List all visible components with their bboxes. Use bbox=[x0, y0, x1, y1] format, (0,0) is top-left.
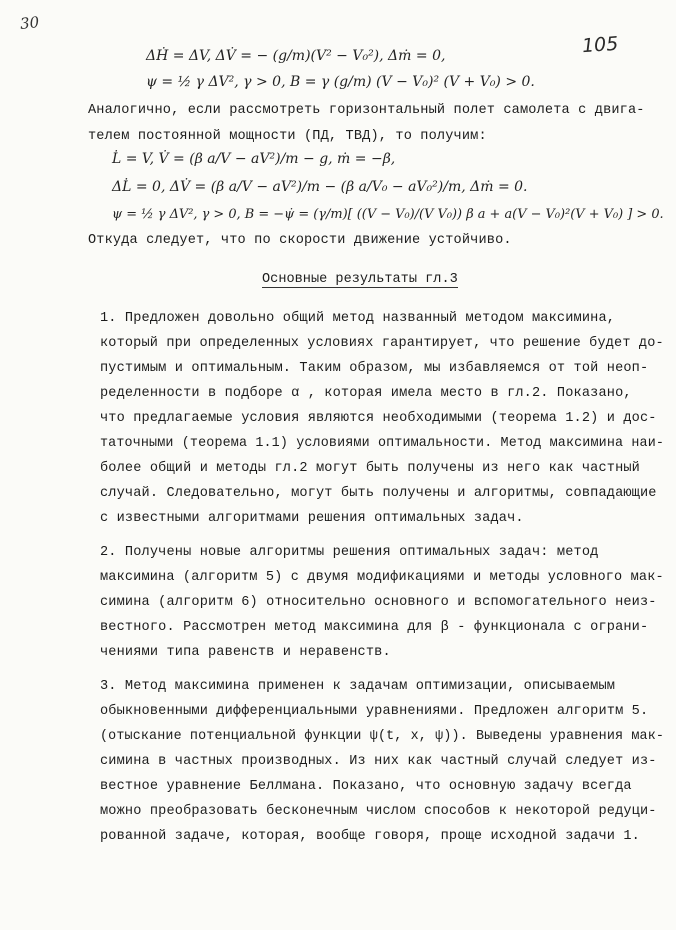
paragraph-line: 1. Предложен довольно общий метод названный методом максимина, bbox=[100, 311, 616, 326]
paragraph-line: симина в частных производных. Из них как частный случай следует из- bbox=[100, 754, 657, 769]
paragraph-line: обыкновенными дифференциальными уравнениями. Предложен алгоритм 5. bbox=[100, 704, 649, 719]
paragraph-line: пустимым и оптимальным. Таким образом, мы избавляемся от той неоп- bbox=[100, 361, 649, 376]
formula-line-1: ΔḢ = ΔV, ΔV̇ = − (g/m)(V² − V₀²), Δṁ = 0, bbox=[146, 48, 446, 64]
page-number-handwritten: 30 bbox=[19, 13, 40, 33]
paragraph-line: более общий и методы гл.2 могут быть получены из него как частный bbox=[100, 461, 640, 476]
formula-line-2: ψ = ½ γ ΔV², γ > 0, B = γ (g/m) (V − V₀)² (V + V₀) > 0. bbox=[146, 74, 535, 90]
formula-line-5: ψ = ½ γ ΔV², γ > 0, B = −ψ̇ = (γ/m)[ ((V − V₀)/(V V₀)) β a + a(V − V₀)²(V + V₀) ] > 0. bbox=[112, 207, 664, 222]
paragraph-line: с известными алгоритмами решения оптимальных задач. bbox=[100, 511, 524, 526]
paragraph-line: вестного. Рассмотрен метод максимина для β - функционала с ограни- bbox=[100, 620, 649, 635]
formula-line-4: ΔL̇ = 0, ΔV̇ = (β a/V − aV²)/m − (β a/V₀ − aV₀²)/m, Δṁ = 0. bbox=[112, 179, 528, 195]
paragraph-line: вестное уравнение Беллмана. Показано, что основную задачу всегда bbox=[100, 779, 632, 794]
section-heading: Основные результаты гл.3 bbox=[262, 272, 458, 287]
paragraph-line: симина (алгоритм 6) относительно основного и вспомогательного неиз- bbox=[100, 595, 657, 610]
formula-line-3: L̇ = V, V̇ = (β a/V − aV²)/m − g, ṁ = −β, bbox=[112, 151, 396, 167]
paragraph-line: 2. Получены новые алгоритмы решения оптимальных задач: метод bbox=[100, 545, 599, 560]
intro-line-2: телем постоянной мощности (ПД, ТВД), то получим: bbox=[88, 129, 487, 144]
paragraph-line: можно преобразовать бесконечным числом способов к некоторой редуци- bbox=[100, 804, 657, 819]
intro-line-1: Аналогично, если рассмотреть горизонтальный полет самолета с двига- bbox=[88, 103, 645, 118]
paragraph-line: таточными (теорема 1.1) условиями оптимальности. Метод максимина наи- bbox=[100, 436, 665, 451]
paragraph-line: (отыскание потенциальной функции ψ(t, x, ψ)). Выведены уравнения мак- bbox=[100, 729, 665, 744]
paragraph-line: ределенности в подборе α , которая имела место в гл.2. Показано, bbox=[100, 386, 632, 401]
paragraph-line: что предлагаемые условия являются необходимыми (теорема 1.2) и дос- bbox=[100, 411, 657, 426]
paragraph-line: 3. Метод максимина применен к задачам оптимизации, описываемым bbox=[100, 679, 616, 694]
page-number-archive: 105 bbox=[581, 32, 619, 58]
paragraph-line: максимина (алгоритм 5) с двумя модификациями и методы условного мак- bbox=[100, 570, 664, 585]
paragraph-line: случай. Следовательно, могут быть получены и алгоритмы, совпадающие bbox=[100, 486, 657, 501]
conclusion-line: Откуда следует, что по скорости движение устойчиво. bbox=[88, 233, 512, 248]
paragraph-line: чениями типа равенств и неравенств. bbox=[100, 645, 391, 660]
paragraph-line: рованной задаче, которая, вообще говоря, проще исходной задачи 1. bbox=[100, 829, 640, 844]
paragraph-line: который при определенных условиях гарантирует, что решение будет до- bbox=[100, 336, 664, 351]
